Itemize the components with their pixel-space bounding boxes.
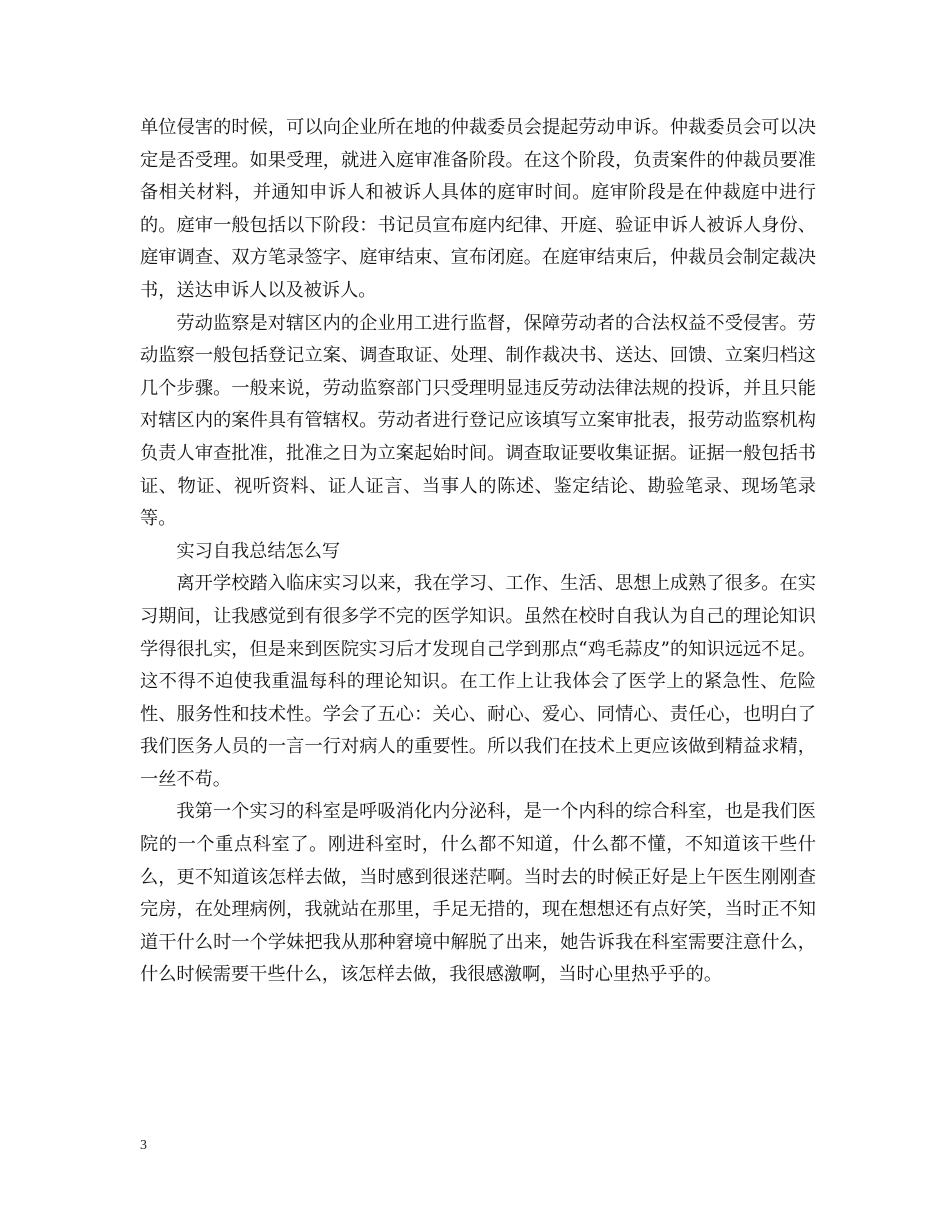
section-heading: 实习自我总结怎么写 bbox=[176, 540, 341, 562]
paragraph-arbitration: 单位侵害的时候，可以向企业所在地的仲裁委员会提起劳动申诉。仲裁委员会可以决定是否受理。如果受理，就进入庭审准备阶段。在这个阶段，负责案件的仲裁员要准备相关材料，并通知申诉人和被诉人具体的庭审时间。庭审阶段是在仲裁庭中进行的。庭审一般包括以下阶段：书记员宣布庭内纪律、开庭、验证申诉人被诉人身份、庭审调查、双方笔录签字、庭审结束、宣布闭庭。在庭审结束后，仲裁员会制定裁决书，送达申诉人以及被诉人。 bbox=[140, 117, 816, 301]
paragraph-labor-inspection: 劳动监察是对辖区内的企业用工进行监督，保障劳动者的合法权益不受侵害。劳动监察一般包括登记立案、调查取证、处理、制作裁决书、送达、回馈、立案归档这几个步骤。一般来说，劳动监察部门只受理明显违反劳动法律法规的投诉，并且只能对辖区内的案件具有管辖权。劳动者进行登记应该填写立案审批表，报劳动监察机构负责人审查批准，批准之日为立案起始时间。调查取证要收集证据。证据一般包括书证、物证、视听资料、证人证言、当事人的陈述、鉴定结论、勘验笔录、现场笔录等。 bbox=[140, 312, 816, 530]
page-number: 3 bbox=[140, 1138, 147, 1153]
paragraph-first-department: 我第一个实习的科室是呼吸消化内分泌科，是一个内科的综合科室，也是我们医院的一个重点科室了。刚进科室时，什么都不知道，什么都不懂，不知道该干些什么，更不知道该怎样去做，当时感到很迷茫啊。当时去的时候正好是上午医生刚刚查完房，在处理病例，我就站在那里，手足无措的，现在想想还有点好笑，当时正不知道干什么时一个学妹把我从那种窘境中解脱了出来，她告诉我在科室需要注意什么，什么时候需要干些什么，该怎样去做，我很感激啊，当时心里热乎乎的。 bbox=[140, 801, 816, 986]
paragraph-internship-intro: 离开学校踏入临床实习以来，我在学习、工作、生活、思想上成熟了很多。在实习期间，让我感觉到有很多学不完的医学知识。虽然在校时自我认为自己的理论知识学得很扎实，但是来到医院实习后才发现自己学到那点“鸡毛蒜皮”的知识远远不足。这不得不迫使我重温每科的理论知识。在工作上让我体会了医学上的紧急性、危险性、服务性和技术性。学会了五心：关心、耐心、爱心、同情心、责任心，也明白了我们医务人员的一言一行对病人的重要性。所以我们在技术上更应该做到精益求精，一丝不苟。 bbox=[140, 573, 816, 790]
document-page bbox=[140, 112, 816, 992]
